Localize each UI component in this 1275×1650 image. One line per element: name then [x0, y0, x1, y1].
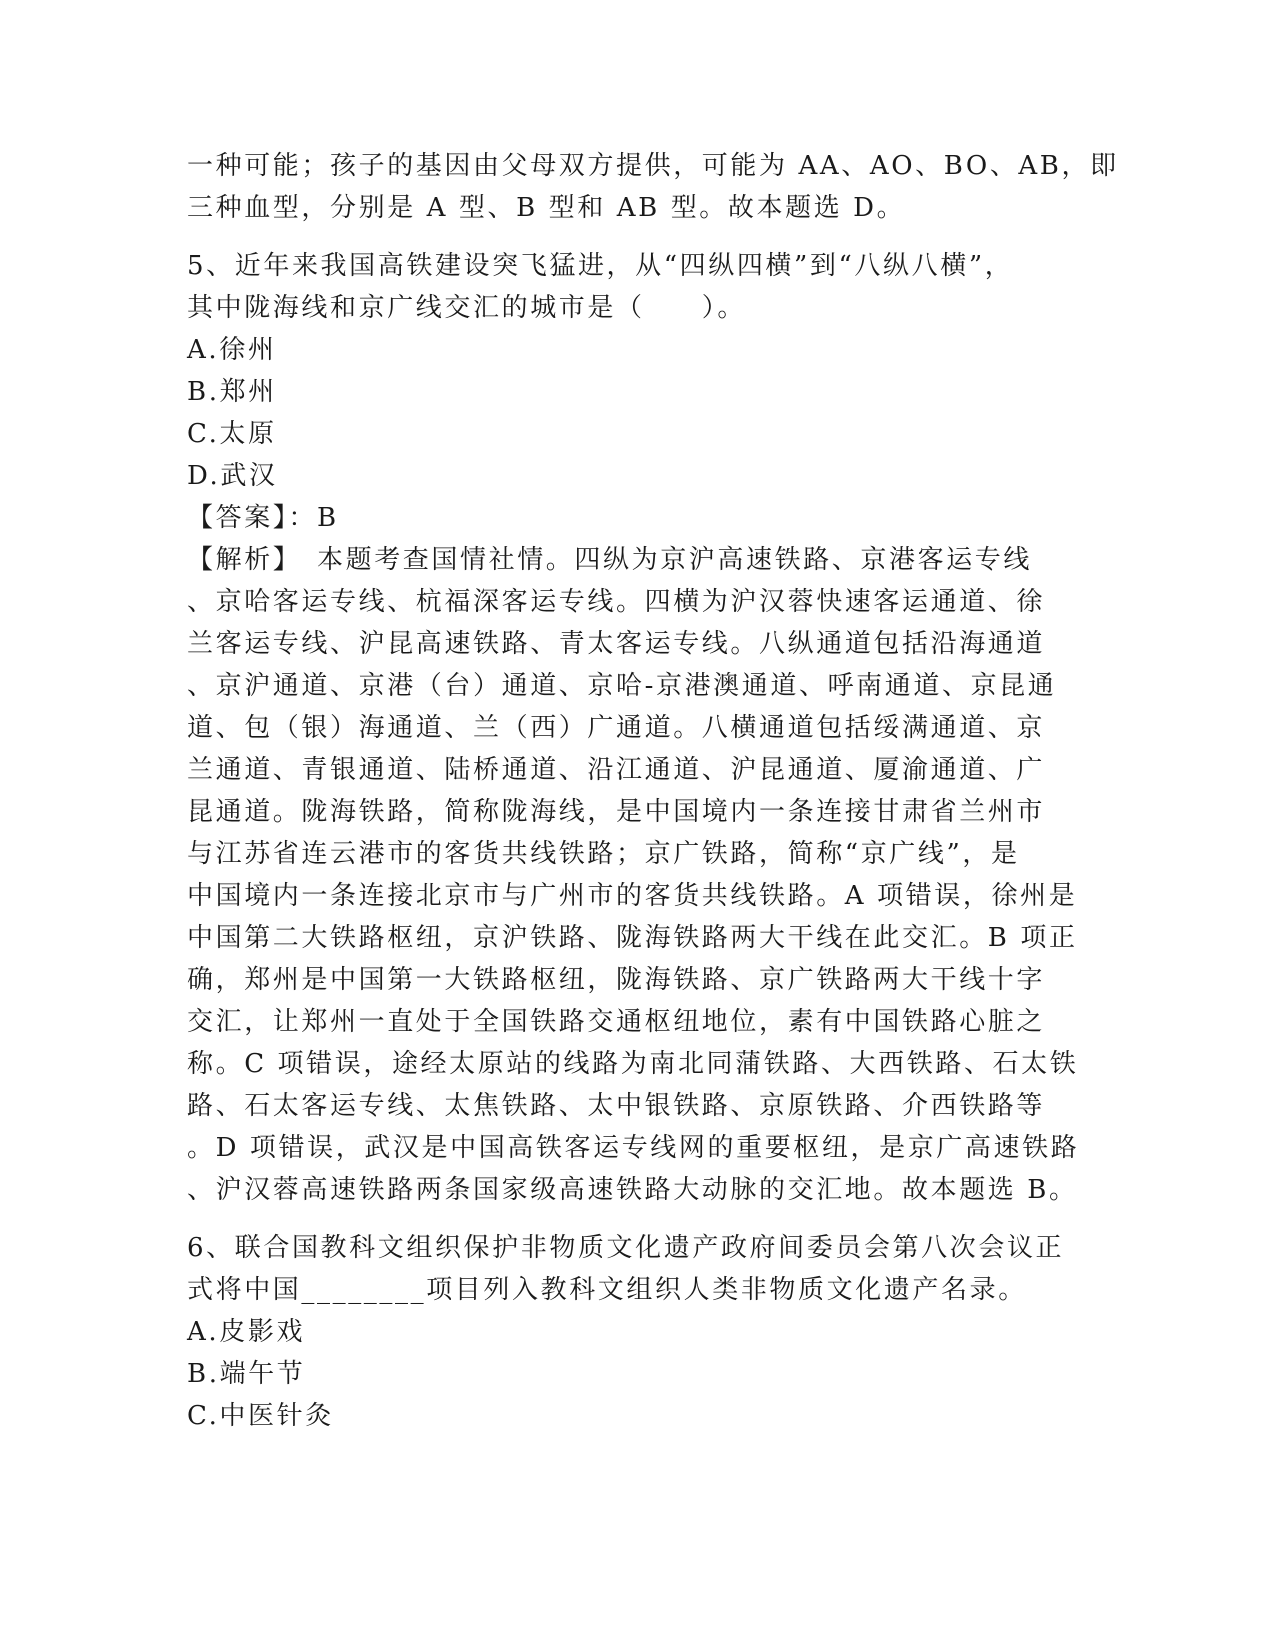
explanation-text: 、京沪通道、京港（台）通道、京哈-京港澳通道、呼南通道、京昆通 [187, 671, 1057, 701]
option-b: B.端午节 [187, 1359, 306, 1389]
option-c: C.太原 [187, 419, 277, 449]
explanation-text: 交汇，让郑州一直处于全国铁路交通枢纽地位，素有中国铁路心脏之 [187, 1007, 1046, 1037]
question-6 [187, 1227, 1087, 1437]
explanation-text: 路、石太客运专线、太焦铁路、太中银铁路、京原铁路、介西铁路等 [187, 1091, 1046, 1121]
explanation-label: 【解析】 [187, 545, 289, 575]
explanation-line [187, 539, 1087, 581]
question-stem: 其中陇海线和京广线交汇的城市是（ ）。 [187, 293, 747, 323]
question-5 [187, 245, 1087, 1211]
option-d: D.武汉 [187, 461, 278, 491]
question-stem: 6、联合国教科文组织保护非物质文化遗产政府间委员会第八次会议正 [187, 1233, 1065, 1263]
option-b: B.郑州 [187, 377, 277, 407]
answer-label: 【答案】： [187, 503, 318, 533]
explanation-text: 道、包（银）海通道、兰（西）广通道。八横通道包括绥满通道、京 [187, 713, 1046, 743]
explanation-text: 中国第二大铁路枢纽，京沪铁路、陇海铁路两大干线在此交汇。B 项正 [187, 923, 1078, 953]
option-a: A.徐州 [187, 335, 277, 365]
explanation-text: 兰通道、青银通道、陆桥通道、沿江通道、沪昆通道、厦渝通道、广 [187, 755, 1046, 785]
text-line: 三种血型，分别是 A 型、B 型和 AB 型。故本题选 D。 [187, 193, 906, 223]
previous-explanation [187, 145, 1119, 229]
question-stem: 式将中国________项目列入教科文组织人类非物质文化遗产名录。 [187, 1275, 1027, 1305]
answer-line [187, 497, 1087, 539]
document-page [187, 145, 1119, 1437]
answer-value: B [317, 503, 339, 533]
option-a: A.皮影戏 [187, 1317, 306, 1347]
explanation-text: 与江苏省连云港市的客货共线铁路；京广铁路，简称“京广线”，是 [187, 839, 1020, 869]
text-line: 一种可能；孩子的基因由父母双方提供，可能为 AA、AO、BO、AB，即 [187, 151, 1119, 181]
explanation-text: 中国境内一条连接北京市与广州市的客货共线铁路。A 项错误，徐州是 [187, 881, 1078, 911]
question-stem: 5、近年来我国高铁建设突飞猛进，从“四纵四横”到“八纵八横”， [187, 251, 1014, 281]
explanation-text: 本题考查国情社情。四纵为京沪高速铁路、京港客运专线 [288, 545, 1033, 575]
explanation-text: 。D 项错误，武汉是中国高铁客运专线网的重要枢纽，是京广高速铁路 [187, 1133, 1080, 1163]
explanation-text: 、沪汉蓉高速铁路两条国家级高速铁路大动脉的交汇地。故本题选 B。 [187, 1175, 1078, 1205]
explanation-text: 、京哈客运专线、杭福深客运专线。四横为沪汉蓉快速客运通道、徐 [187, 587, 1046, 617]
explanation-text: 确，郑州是中国第一大铁路枢纽，陇海铁路、京广铁路两大干线十字 [187, 965, 1046, 995]
explanation-text: 称。C 项错误，途经太原站的线路为南北同蒲铁路、大西铁路、石太铁 [187, 1049, 1079, 1079]
explanation-text: 昆通道。陇海铁路，简称陇海线，是中国境内一条连接甘肃省兰州市 [187, 797, 1046, 827]
explanation-text: 兰客运专线、沪昆高速铁路、青太客运专线。八纵通道包括沿海通道 [187, 629, 1046, 659]
option-c: C.中医针灸 [187, 1401, 334, 1431]
